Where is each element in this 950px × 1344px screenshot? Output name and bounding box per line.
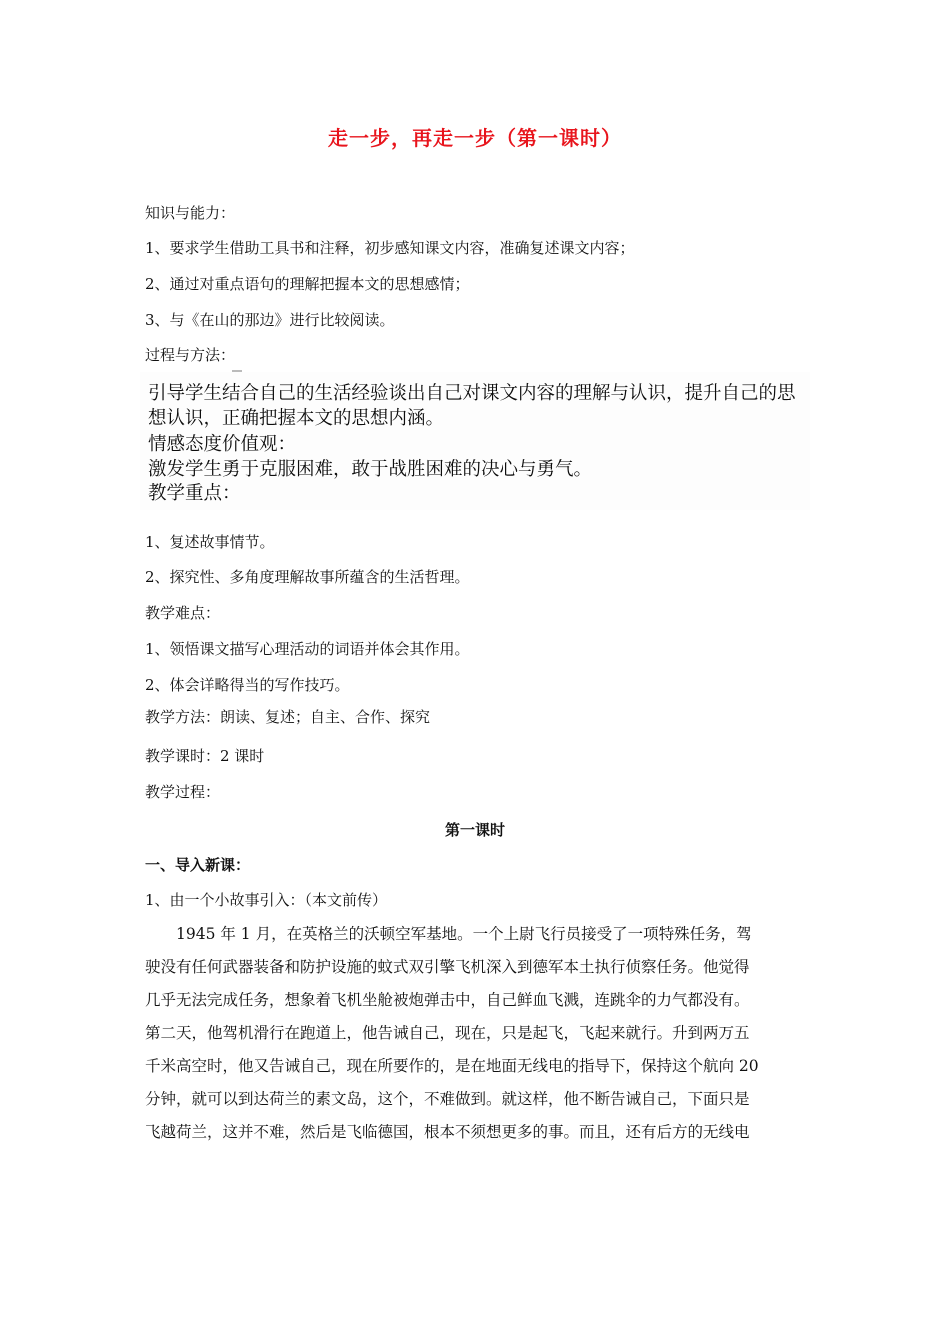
difficulty-item: 1、领悟课文描写心理活动的词语并体会其作用。 [145, 640, 470, 658]
scanned-text-heading: 情感态度价值观： [148, 434, 297, 455]
intro-line: 1、由一个小故事引入：（本文前传） [145, 891, 388, 909]
teaching-methods: 教学方法：朗读、复述；自主、合作、探究 [145, 708, 431, 726]
story-line: 分钟，就可以到达荷兰的素文岛，这个，不难做到。就这样，他不断告诫自己，下面只是 [145, 1090, 750, 1108]
story-line: 千米高空时，他又告诫自己，现在所要作的，是在地面无线电的指导下，保持这个航向 20 [145, 1057, 759, 1075]
process-method-heading: 过程与方法： [145, 346, 236, 364]
knowledge-heading: 知识与能力： [145, 204, 236, 222]
teaching-hours: 教学课时：2 课时 [145, 747, 265, 765]
focus-item: 2、探究性、多角度理解故事所蕴含的生活哲理。 [145, 568, 470, 586]
teaching-process-heading: 教学过程： [145, 783, 221, 801]
difficulty-heading: 教学难点： [145, 604, 221, 622]
story-paragraph [145, 918, 805, 1149]
story-line: 飞越荷兰，这并不难，然后是飞临德国，根本不须想更多的事。而且，还有后方的无线电 [145, 1123, 750, 1141]
story-line: 驶没有任何武器装备和防护设施的蚊式双引擎飞机深入到德军本土执行侦察任务。他觉得 [145, 958, 750, 976]
lesson-heading: 第一课时 [444, 821, 505, 839]
scan-artifact [232, 370, 242, 372]
story-line: 1945 年 1 月，在英格兰的沃顿空军基地。一个上尉飞行员接受了一项特殊任务，驾 [145, 925, 752, 943]
document-title: 走一步，再走一步（第一课时） [328, 126, 622, 150]
scanned-text-line: 想认识，正确把握本文的思想内涵。 [148, 408, 445, 429]
story-line: 第二天，他驾机滑行在跑道上，他告诫自己，现在，只是起飞，飞起来就行。升到两万五 [145, 1024, 750, 1042]
knowledge-item: 1、要求学生借助工具书和注释，初步感知课文内容，准确复述课文内容； [145, 239, 635, 257]
scanned-text-line: 引导学生结合自己的生活经验谈出自己对课文内容的理解与认识，提升自己的思 [148, 383, 796, 404]
knowledge-item: 2、通过对重点语句的理解把握本文的思想感情； [145, 275, 470, 293]
difficulty-item: 2、体会详略得当的写作技巧。 [145, 676, 350, 694]
story-line: 几乎无法完成任务，想象着飞机坐舱被炮弹击中，自己鲜血飞溅，连跳伞的力气都没有。 [145, 991, 750, 1009]
knowledge-item: 3、与《在山的那边》进行比较阅读。 [145, 311, 395, 329]
scanned-text-heading: 教学重点： [148, 483, 241, 504]
focus-item: 1、复述故事情节。 [145, 533, 275, 551]
section-heading: 一、导入新课： [145, 856, 251, 874]
scanned-text-line: 激发学生勇于克服困难，敢于战胜困难的决心与勇气。 [148, 459, 593, 480]
